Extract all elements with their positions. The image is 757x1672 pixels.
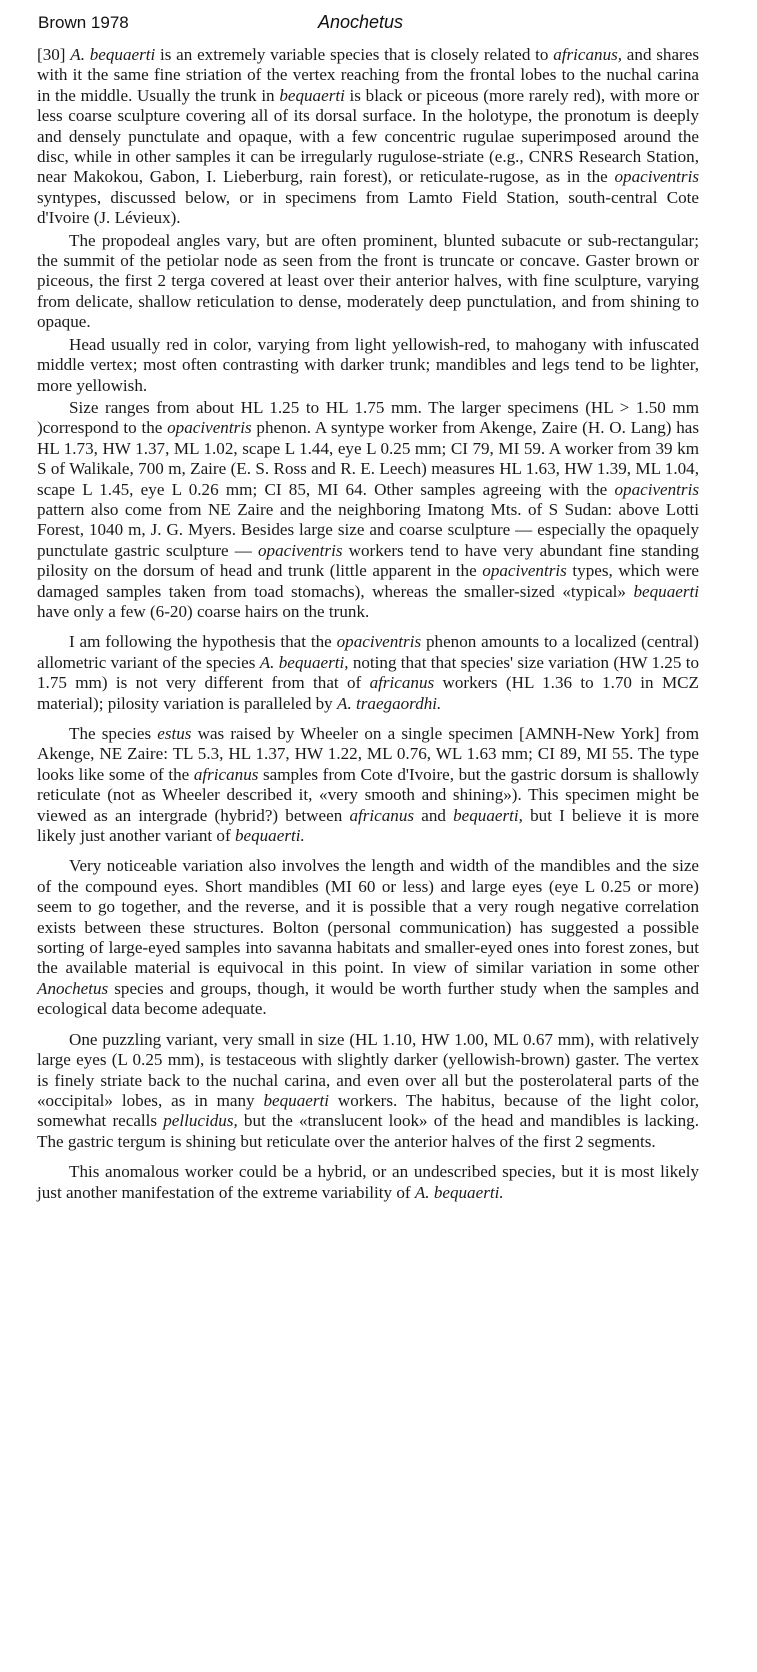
text-run: and shares with it the same fine striation of the vertex reaching from the frontal lobes to the nuchal carina in the middle. Usually the trunk in — [37, 45, 699, 105]
italic-text: opaciventris — [167, 418, 252, 438]
text-run: have only a few (6-20) coarse hairs on the trunk. — [37, 601, 370, 621]
text-run: syntypes, discussed below, or in specimens from Lamto Field Station, south-central Cote d'Ivoire (J. Lévieux). — [37, 187, 699, 228]
italic-text: opaciventris — [482, 561, 567, 581]
italic-text: africanus — [193, 764, 259, 784]
paragraph — [37, 335, 699, 396]
text-run: [30] — [37, 45, 71, 64]
italic-text: bequaerti. — [234, 826, 305, 846]
text-run: pattern also come from NE Zaire and the neighboring Imatong Mts. of S Sudan: above Lotti Forest, 1040 m, J. G. Myers. Besides large size and coarse sculpture — especially the opaquely punctulate gastric sculpture — — [37, 499, 699, 560]
paragraph — [37, 724, 699, 846]
italic-text: bequaerti — [263, 1090, 329, 1110]
text-run: Size ranges from about HL 1.25 to HL 1.75 mm. The larger specimens (HL > 1.50 mm )correspond to the — [37, 397, 699, 438]
text-run: Head usually red in color, varying from light yellowish-red, to mahogany with infuscated middle vertex; most often contrasting with darker trunk; mandibles and legs tend to be lighter, more yellowish. — [37, 334, 699, 395]
text-run: is black or piceous (more rarely red), with more or less coarse sculpture covering all of its dorsal surface. In the holotype, the pronotum is deeply and densely punctulate and opaque, with a few concentric rugulae superimposed around the disc, while in other samples it can be irregularly rugulose-striate (e.g., CNRS Research Station, near Makokou, Gabon, I. Lieberburg, rain forest), or reticulate-rugose, as in the — [37, 85, 700, 187]
text-run: noting that that species' size variation (HW 1.25 to 1.75 mm) is not very different from that of — [37, 652, 699, 693]
paragraph — [37, 398, 699, 622]
italic-text: A. traegaordhi. — [337, 693, 442, 713]
text-run: samples from Cote d'Ivoire, but the gastric dorsum is shallowly reticulate (not as Wheeler described it, «very smooth and shining»). This specimen might be viewed as an intergrade (hybrid?) between — [37, 764, 699, 825]
text-run: I am following the hypothesis that the — [69, 632, 337, 652]
italic-text: opaciventris — [257, 540, 343, 560]
italic-text: pellucidus, — [163, 1111, 238, 1131]
italic-text: A. bequaerti. — [414, 1182, 504, 1202]
text-run: species and groups, though, it would be worth further study when the samples and ecological data become adequate. — [37, 978, 699, 1019]
text-run: workers tend to have very abundant fine standing pilosity on the dorsum of head and trunk (little apparent in the — [37, 540, 700, 581]
text-run: workers (HL 1.36 to 1.70 in MCZ material); pilosity variation is paralleled by — [37, 673, 699, 713]
text-run: One puzzling variant, very small in size (HL 1.10, HW 1.00, ML 0.67 mm), with relatively large eyes (L 0.25 mm), is testaceous with slightly darker (yellowish-brown) gaster. The vertex is finely striate back to the nuchal carina, and even over all but the posterolateral parts of the «occipital» lobes, as in many — [37, 1029, 699, 1110]
italic-text: opaciventris — [336, 632, 422, 652]
text-run: but the «translucent look» of the head and mandibles is lacking. The gastric tergum is shining but reticulate over the anterior halves of the first 2 segments. — [37, 1111, 699, 1151]
text-run: Very noticeable variation also involves the length and width of the mandibles and the size of the compound eyes. Short mandibles (MI 60 or less) and large eyes (eye L 0.25 or more) seem to go together, and the reverse, and it is possible that a very rough negative correlation exists between these structures. Bolton (personal communication) has suggested a possible sorting of large-eyed samples into savanna habitats and smaller-eyed ones into forest zones, but the available material is equivocal in this point. In view of similar variation in some other — [37, 856, 699, 978]
italic-text: estus — [157, 724, 192, 743]
italic-text: africanus — [349, 805, 415, 825]
italic-text: Anochetus — [37, 978, 109, 998]
text-run: The species — [69, 724, 158, 743]
paragraph — [37, 1030, 699, 1152]
text-run: and — [414, 805, 454, 825]
text-run: was raised by Wheeler on a single specimen [AMNH-New York] from Akenge, NE Zaire: TL 5.3, HL 1.37, HW 1.22, ML 0.76, WL 1.63 mm; CI 89, MI 55. The type looks like some of the — [37, 724, 699, 784]
italic-text: opaciventris — [614, 479, 699, 499]
text-run: phenon. A syntype worker from Akenge, Zaire (H. O. Lang) has HL 1.73, HW 1.37, ML 1.02, scape L 1.44, eye L 0.25 mm; CI 79, MI 59. A worker from 39 km S of Walikale, 700 m, Zaire (E. S. Ross and R. E. Leech) measures HL 1.63, HW 1.39, ML 1.04, scape L 1.45, eye L 0.26 mm; CI 85, MI 64. Other samples agreeing with the — [37, 418, 700, 499]
italic-text: bequaerti, — [453, 805, 523, 825]
text-run: is an extremely variable species that is closely related to — [155, 45, 554, 64]
paragraph — [37, 45, 699, 229]
italic-text: bequaerti — [633, 581, 699, 601]
text-run: but I believe it is more likely just another variant of — [37, 805, 699, 846]
text-run: The propodeal angles vary, but are often prominent, blunted subacute or sub-rectangular; the summit of the petiolar node as seen from the front is truncate or concave. Gaster brown or piceous, the first 2 terga covered at least over their anterior halves, with fine sculpture, varying from delicate, shallow reticulation to dense, moderately deep punctulation, and from shining to opaque. — [37, 230, 699, 332]
italic-text: bequaerti — [279, 85, 345, 105]
italic-text: africanus — [369, 673, 435, 693]
paragraph — [37, 1162, 699, 1203]
running-head-citation: Brown 1978 — [38, 13, 129, 32]
article-body — [37, 45, 699, 1205]
italic-text: africanus, — [553, 45, 623, 64]
paragraph — [37, 231, 699, 333]
italic-text: opaciventris — [614, 167, 699, 187]
paragraph — [37, 632, 699, 714]
text-run: phenon amounts to a localized (central) allometric variant of the species — [37, 632, 700, 672]
italic-text: A. bequaerti, — [259, 652, 349, 672]
running-head-genus: Anochetus — [318, 12, 404, 32]
text-run: workers. The habitus, because of the light color, somewhat recalls — [37, 1090, 699, 1131]
paragraph — [37, 856, 699, 1019]
italic-text: A. bequaerti — [70, 45, 156, 64]
text-run: types, which were damaged samples taken from toad stomachs), whereas the smaller-sized «typical» — [37, 561, 699, 601]
text-run: This anomalous worker could be a hybrid, or an undescribed species, but it is most likely just another manifestation of the extreme variability of — [37, 1162, 699, 1202]
